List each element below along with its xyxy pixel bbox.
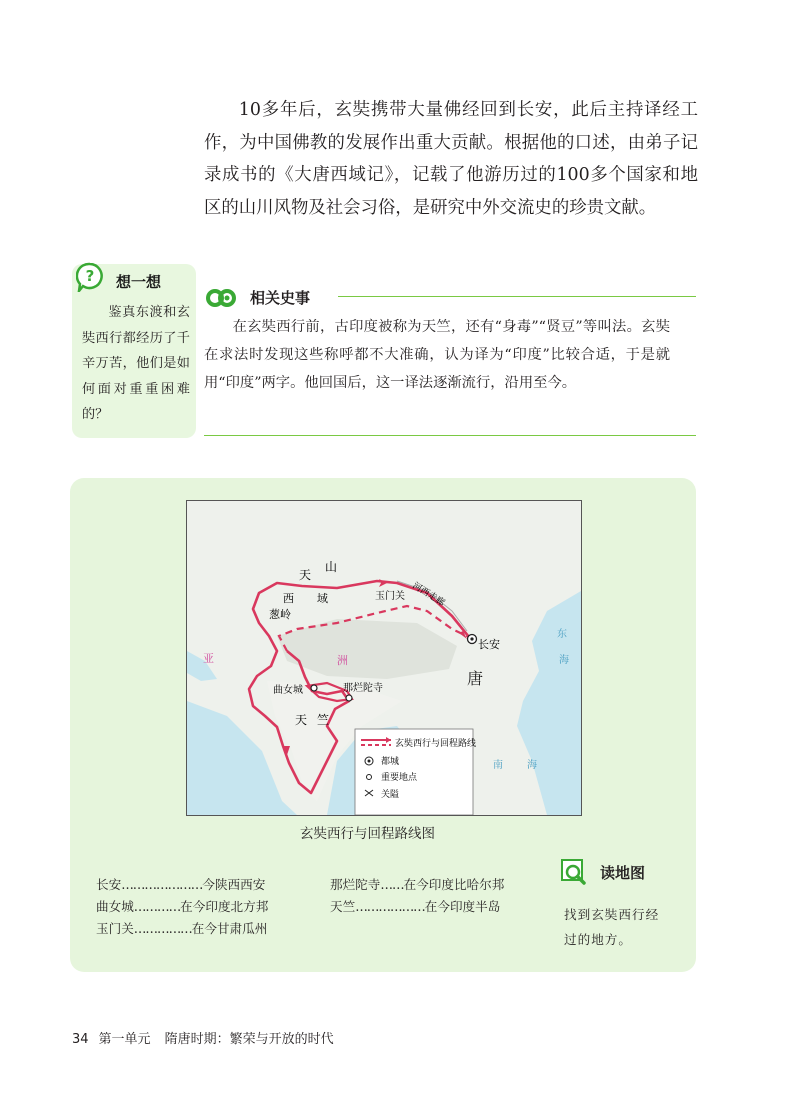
glossary-term: 玉门关 xyxy=(96,921,134,936)
legend-capital: 都城 xyxy=(381,757,400,767)
history-body: 在玄奘西行前，古印度被称为天竺，还有“身毒”“贤豆”等叫法。玄奘在求法时发现这些称呼都不大准确，认为译为“印度”比较合适，于是就用“印度”两字。他回国后，这一译法逐渐流行，沿用至今。 xyxy=(204,319,670,391)
think-body: 鉴真东渡和玄奘西行都经历了千辛万苦，他们是如何面对重重困难的？ xyxy=(82,305,190,422)
label-tianshan-2: 山 xyxy=(325,560,338,574)
map-caption: 玄奘西行与回程路线图 xyxy=(300,826,435,842)
changan-marker-dot xyxy=(470,637,473,640)
label-xiyu-1: 西 xyxy=(283,592,294,605)
label-zhou: 洲 xyxy=(337,654,348,667)
page-number: 34 xyxy=(72,1032,89,1047)
read-map-body: 找到玄奘西行经过的地方。 xyxy=(564,907,660,947)
main-paragraph-block xyxy=(204,94,698,224)
label-ya: 亚 xyxy=(203,652,214,665)
glossary-term: 那烂陀寺 xyxy=(330,877,381,892)
east-sea xyxy=(517,591,581,815)
glossary-term: 曲女城 xyxy=(96,899,134,914)
footer-unit: 第一单元 xyxy=(98,1032,151,1047)
glossary-desc: 在今印度比哈尔邦 xyxy=(403,877,505,892)
glossary-dots: …… xyxy=(380,877,404,892)
label-hai: 海 xyxy=(559,655,569,666)
label-congling: 葱岭 xyxy=(269,608,291,621)
glossary-dots: …………… xyxy=(133,921,192,936)
tibetan-plateau xyxy=(277,619,457,679)
label-qunucheng: 曲女城 xyxy=(273,685,303,696)
history-title: 相关史事 xyxy=(250,289,311,307)
glossary-left xyxy=(96,874,268,940)
route-map xyxy=(186,500,582,816)
glossary-item xyxy=(330,896,504,918)
label-nanhai-2: 海 xyxy=(527,760,537,771)
glossary-item xyxy=(96,918,268,940)
legend-route: 玄奘西行与回程路线 xyxy=(395,739,477,749)
nalanduo-marker xyxy=(346,695,352,701)
glossary-dots: ………… xyxy=(133,899,181,914)
legend-site: 重要地点 xyxy=(381,773,418,783)
label-xiyu-2: 域 xyxy=(317,592,328,605)
label-changan: 长安 xyxy=(478,638,500,651)
glossary-item xyxy=(96,874,268,896)
label-tianzhu-2: 竺 xyxy=(317,713,330,727)
history-rule-top xyxy=(338,296,696,297)
footer-topic: 隋唐时期：繁荣与开放的时代 xyxy=(164,1032,334,1047)
glossary-desc: 今陕西西安 xyxy=(202,877,266,892)
label-nalanduo: 那烂陀寺 xyxy=(343,683,383,694)
glossary-item xyxy=(96,896,268,918)
svg-text:?: ? xyxy=(85,267,95,285)
read-map-title: 读地图 xyxy=(600,864,646,882)
label-nanhai-1: 南 xyxy=(493,760,503,771)
glossary-term: 天竺 xyxy=(330,899,356,914)
glossary-item xyxy=(330,874,504,896)
route-map-svg xyxy=(187,501,581,815)
label-dong: 东 xyxy=(557,629,567,640)
glossary-desc: 在今印度北方邦 xyxy=(180,899,269,914)
glossary-desc: 在今印度半岛 xyxy=(424,899,501,914)
qunucheng-marker xyxy=(311,685,317,691)
route-arrow-1 xyxy=(379,579,387,587)
glossary-term: 长安 xyxy=(96,877,122,892)
label-tianshan-1: 天 xyxy=(299,568,312,582)
question-bubble-icon xyxy=(76,262,104,292)
main-paragraph: 10多年后，玄奘携带大量佛经回到长安，此后主持译经工作，为中国佛教的发展作出重大贡献。根据他的口述，由弟子记录成书的《大唐西域记》，记载了他游历过的100多个国家和地区的山川风物及社会习俗，是研究中外交流史的珍贵文献。 xyxy=(204,100,698,218)
map-legend xyxy=(355,729,476,815)
label-hexi: 河西走廊 xyxy=(410,581,447,609)
glossary-dots: ………………… xyxy=(121,877,203,892)
page-footer xyxy=(72,1028,334,1047)
label-yumenguan: 玉门关 xyxy=(375,591,405,602)
label-tianzhu-1: 天 xyxy=(295,713,308,727)
history-rule-bottom xyxy=(204,435,696,436)
glossary-dots: ……………… xyxy=(355,899,425,914)
glossary-right xyxy=(330,874,504,918)
label-tang: 唐 xyxy=(467,669,484,688)
legend-pass: 关隘 xyxy=(381,790,400,800)
glossary-desc: 在今甘肃瓜州 xyxy=(191,921,268,936)
history-icon xyxy=(206,284,236,312)
think-title: 想一想 xyxy=(116,273,162,291)
magnifier-icon xyxy=(560,858,590,888)
think-box xyxy=(72,264,196,438)
